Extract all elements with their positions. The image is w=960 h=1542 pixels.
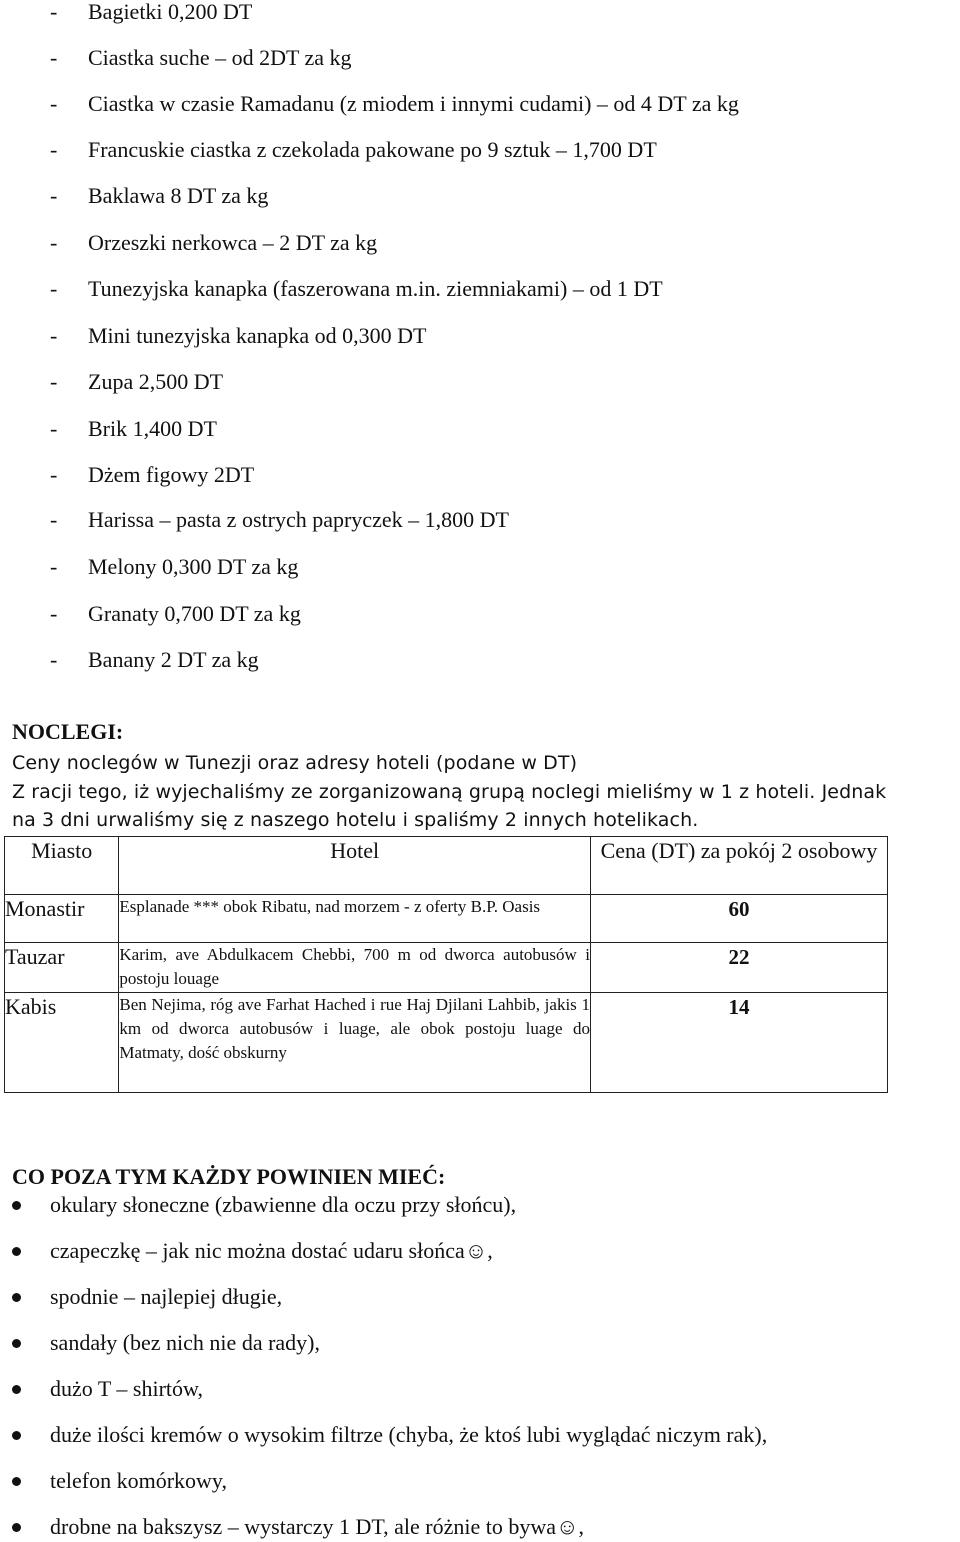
- bullet-icon: [12, 1201, 21, 1210]
- table-header-row: [5, 837, 888, 895]
- bullet-icon: [12, 1523, 21, 1532]
- price-item-text: Melony 0,300 DT za kg: [88, 554, 299, 579]
- price-item-text: Ciastka w czasie Ramadanu (z miodem i innymi cudami) – od 4 DT za kg: [88, 91, 739, 116]
- price-item-text: Ciastka suche – od 2DT za kg: [88, 45, 352, 70]
- hotel-cell: Esplanade *** obok Ribatu, nad morzem - z oferty B.P. Oasis: [119, 895, 591, 943]
- dash-marker: -: [50, 647, 58, 672]
- city-cell: Kabis: [5, 993, 119, 1093]
- noclegi-heading: NOCLEGI:: [12, 719, 124, 744]
- dash-marker: -: [50, 230, 58, 255]
- price-cell: 22: [590, 943, 887, 993]
- noclegi-intro-line: Ceny noclegów w Tunezji oraz adresy hoteli (podane w DT): [12, 752, 578, 774]
- dash-marker: -: [50, 91, 58, 116]
- dash-marker: -: [50, 137, 58, 162]
- list-item-text: sandały (bez nich nie da rady),: [50, 1330, 320, 1355]
- price-cell: 14: [590, 993, 887, 1093]
- noclegi-note-line: na 3 dni urwaliśmy się z naszego hotelu i spaliśmy 2 innych hotelikach.: [12, 809, 699, 831]
- dash-marker: -: [50, 0, 58, 24]
- price-item-text: Bagietki 0,200 DT: [88, 0, 253, 24]
- list-item-text: okulary słoneczne (zbawienne dla oczu przy słońcu),: [50, 1192, 517, 1217]
- bullet-icon: [12, 1431, 21, 1440]
- table-row: [5, 895, 888, 943]
- list-item-text: duże ilości kremów o wysokim filtrze (chyba, że ktoś lubi wyglądać niczym rak),: [50, 1422, 768, 1447]
- packing-heading: CO POZA TYM KAŻDY POWINIEN MIEĆ:: [12, 1164, 446, 1189]
- dash-marker: -: [50, 554, 58, 579]
- table-row: [5, 993, 888, 1093]
- table-row: [5, 943, 888, 993]
- price-item-text: Francuskie ciastka z czekolada pakowane po 9 sztuk – 1,700 DT: [88, 137, 657, 162]
- bullet-icon: [12, 1385, 21, 1394]
- bullet-icon: [12, 1339, 21, 1348]
- price-item-text: Zupa 2,500 DT: [88, 369, 224, 394]
- bullet-icon: [12, 1477, 21, 1486]
- dash-marker: -: [50, 276, 58, 301]
- dash-marker: -: [50, 323, 58, 348]
- price-item-text: Tunezyjska kanapka (faszerowana m.in. ziemniakami) – od 1 DT: [88, 276, 663, 301]
- price-item-text: Mini tunezyjska kanapka od 0,300 DT: [88, 323, 427, 348]
- column-header-hotel: Hotel: [119, 837, 591, 895]
- price-item-text: Brik 1,400 DT: [88, 416, 217, 441]
- dash-marker: -: [50, 45, 58, 70]
- dash-marker: -: [50, 507, 58, 532]
- list-item-text: drobne na bakszysz – wystarczy 1 DT, ale różnie to bywa☺,: [50, 1514, 584, 1539]
- price-item-text: Granaty 0,700 DT za kg: [88, 601, 301, 626]
- hotel-cell: Ben Nejima, róg ave Farhat Hached i rue Haj Djilani Lahbib, jakis 1 km od dworca autobusów i luage, ale obok postoju luage do Matmaty, dość obskurny: [119, 993, 591, 1093]
- dash-marker: -: [50, 183, 58, 208]
- dash-marker: -: [50, 369, 58, 394]
- bullet-icon: [12, 1293, 21, 1302]
- price-cell: 60: [590, 895, 887, 943]
- column-header-city: Miasto: [5, 837, 119, 895]
- city-cell: Monastir: [5, 895, 119, 943]
- dash-marker: -: [50, 462, 58, 487]
- list-item-text: dużo T – shirtów,: [50, 1376, 203, 1401]
- price-item-text: Orzeszki nerkowca – 2 DT za kg: [88, 230, 378, 255]
- price-item-text: Dżem figowy 2DT: [88, 462, 255, 487]
- hotel-table: [4, 836, 888, 1093]
- noclegi-note-line: Z racji tego, iż wyjechaliśmy ze zorganizowaną grupą noclegi mieliśmy w 1 z hoteli. Jednak: [12, 781, 887, 803]
- price-item-text: Banany 2 DT za kg: [88, 647, 259, 672]
- list-item-text: telefon komórkowy,: [50, 1468, 227, 1493]
- list-item-text: czapeczkę – jak nic można dostać udaru słońca☺,: [50, 1238, 493, 1263]
- list-item-text: spodnie – najlepiej długie,: [50, 1284, 283, 1309]
- price-item-text: Harissa – pasta z ostrych papryczek – 1,800 DT: [88, 507, 509, 532]
- dash-marker: -: [50, 601, 58, 626]
- column-header-price: Cena (DT) za pokój 2 osobowy: [590, 837, 887, 895]
- bullet-icon: [12, 1247, 21, 1256]
- dash-marker: -: [50, 416, 58, 441]
- hotel-cell: Karim, ave Abdulkacem Chebbi, 700 m od dworca autobusów i postoju louage: [119, 943, 591, 993]
- city-cell: Tauzar: [5, 943, 119, 993]
- price-item-text: Baklawa 8 DT za kg: [88, 183, 269, 208]
